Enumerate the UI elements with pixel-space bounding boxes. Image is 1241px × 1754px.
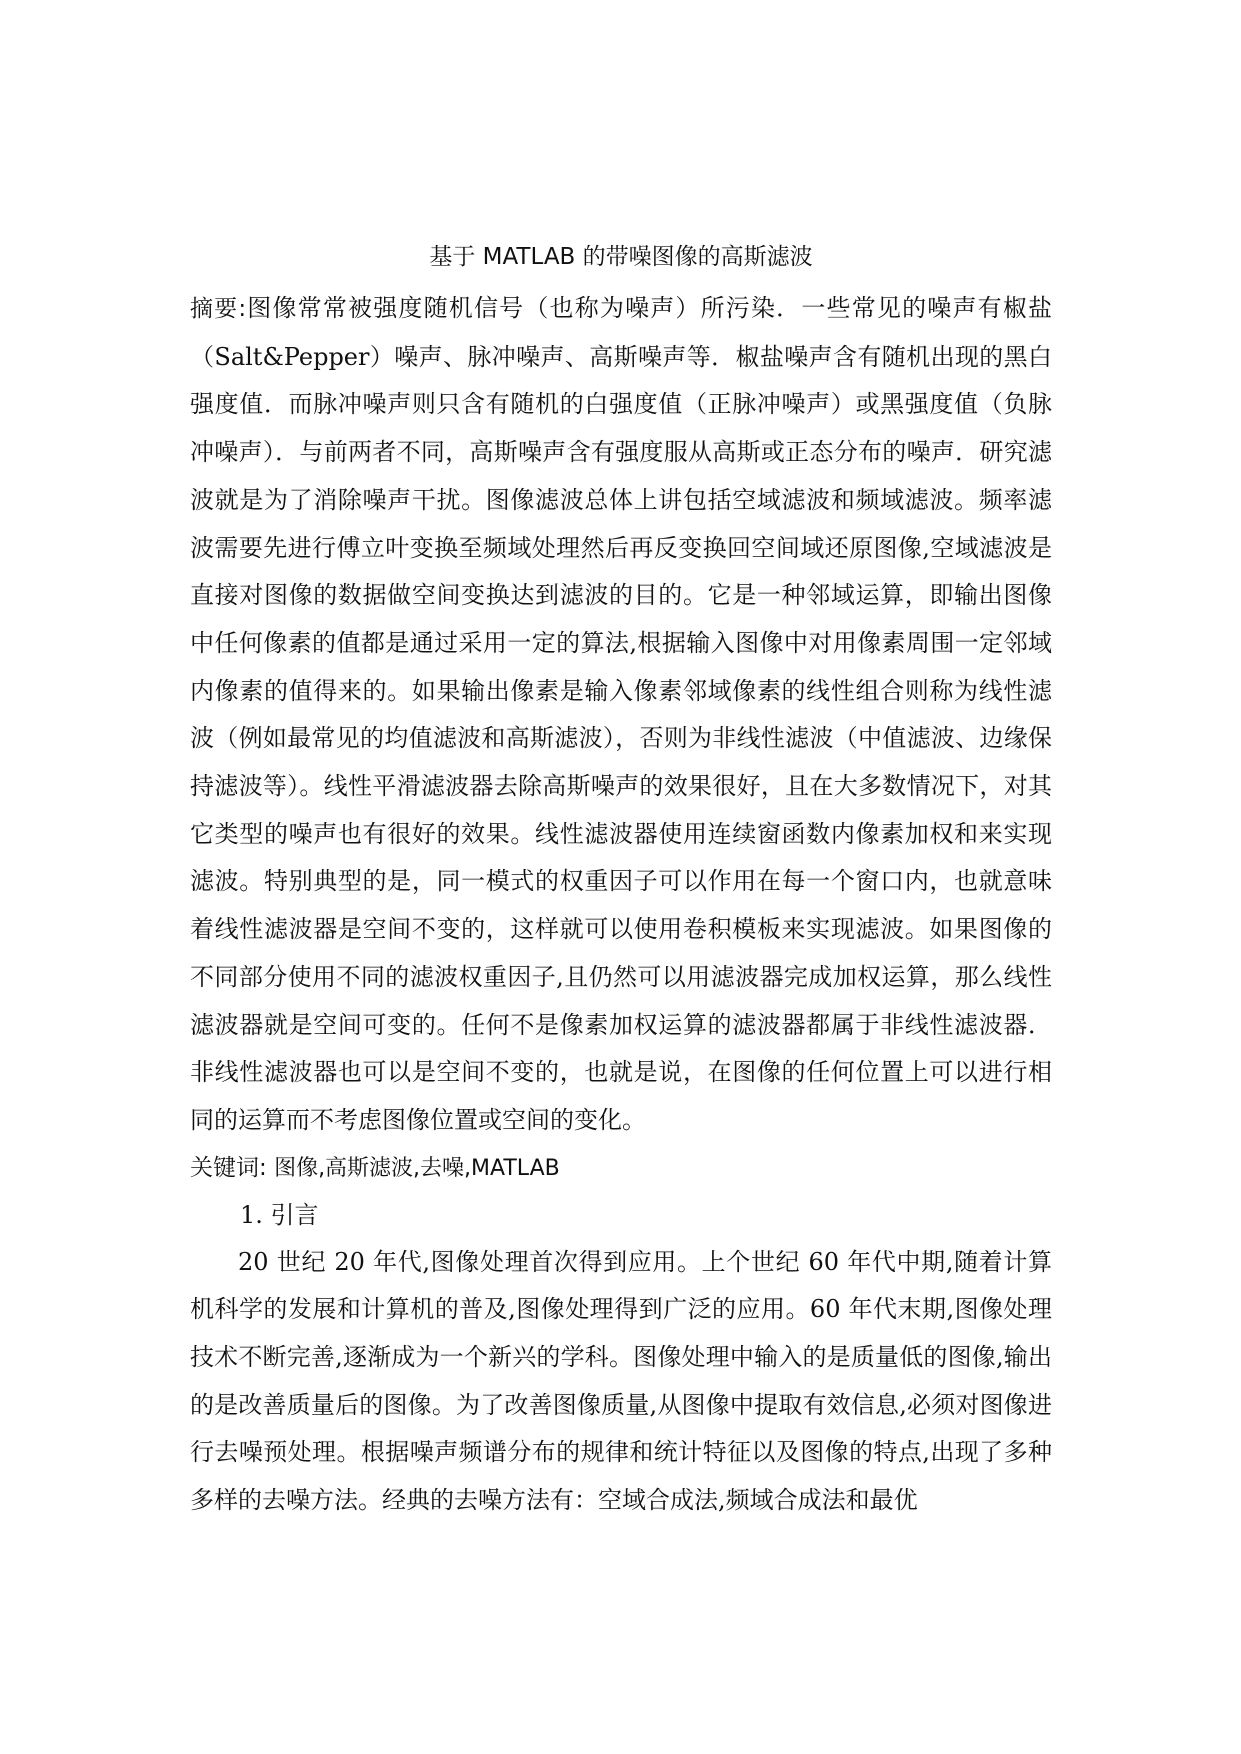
introduction-paragraph: 20 世纪 20 年代,图像处理首次得到应用。上个世纪 60 年代中期,随着计算机科学的发展和计算机的普及,图像处理得到广泛的应用。60 年代末期,图像处理技术不断完善,逐渐成为一个新兴的学科。图像处理中输入的是质量低的图像,输出的是改善质量后的图像。为了改善图像质量,从图像中提取有效信息,必须对图像进行去噪预处理。根据噪声频谱分布的规律和统计特征以及图像的特点,出现了多种多样的去噪方法。经典的去噪方法有：空域合成法,频域合成法和最优: [190, 1247, 1052, 1515]
paper-title: 基于 MATLAB 的带噪图像的高斯滤波: [429, 244, 813, 270]
keywords-value: 图像,高斯滤波,去噪,MATLAB: [274, 1155, 560, 1181]
abstract-text: 图像常常被强度随机信号（也称为噪声）所污染．一些常见的噪声有椒盐（Salt&Pepper）噪声、脉冲噪声、高斯噪声等．椒盐噪声含有随机出现的黑白强度值．而脉冲噪声则只含有随机的白强度值（正脉冲噪声）或黑强度值（负脉冲噪声）．与前两者不同，高斯噪声含有强度服从高斯或正态分布的噪声．研究滤波就是为了消除噪声干扰。图像滤波总体上讲包括空域滤波和频域滤波。频率滤波需要先进行傅立叶变换至频域处理然后再反变换回空间域还原图像,空域滤波是直接对图像的数据做空间变换达到滤波的目的。它是一种邻域运算，即输出图像中任何像素的值都是通过采用一定的算法,根据输入图像中对用像素周围一定邻域内像素的值得来的。如果输出像素是输入像素邻域像素的线性组合则称为线性滤波（例如最常见的均值滤波和高斯滤波），否则为非线性滤波（中值滤波、边缘保持滤波等）。线性平滑滤波器去除高斯噪声的效果很好，且在大多数情况下，对其它类型的噪声也有很好的效果。线性滤波器使用连续窗函数内像素加权和来实现滤波。特别典型的是，同一模式的权重因子可以作用在每一个窗口内，也就意味着线性滤波器是空间不变的，这样就可以使用卷积模板来实现滤波。如果图像的不同部分使用不同的滤波权重因子,且仍然可以用滤波器完成加权运算，那么线性滤波器就是空间可变的。任何不是像素加权运算的滤波器都属于非线性滤波器．非线性滤波器也可以是空间不变的，也就是说，在图像的任何位置上可以进行相同的运算而不考虑图像位置或空间的变化。: [190, 294, 1053, 1134]
keywords-line: [190, 1145, 1052, 1192]
abstract-label: 摘要:: [190, 296, 247, 322]
paper-body: [190, 237, 1052, 1525]
keywords-label: 关键词:: [190, 1154, 267, 1181]
section-heading-introduction: 1. 引言: [240, 1200, 319, 1229]
abstract-paragraph: [190, 285, 1052, 1145]
